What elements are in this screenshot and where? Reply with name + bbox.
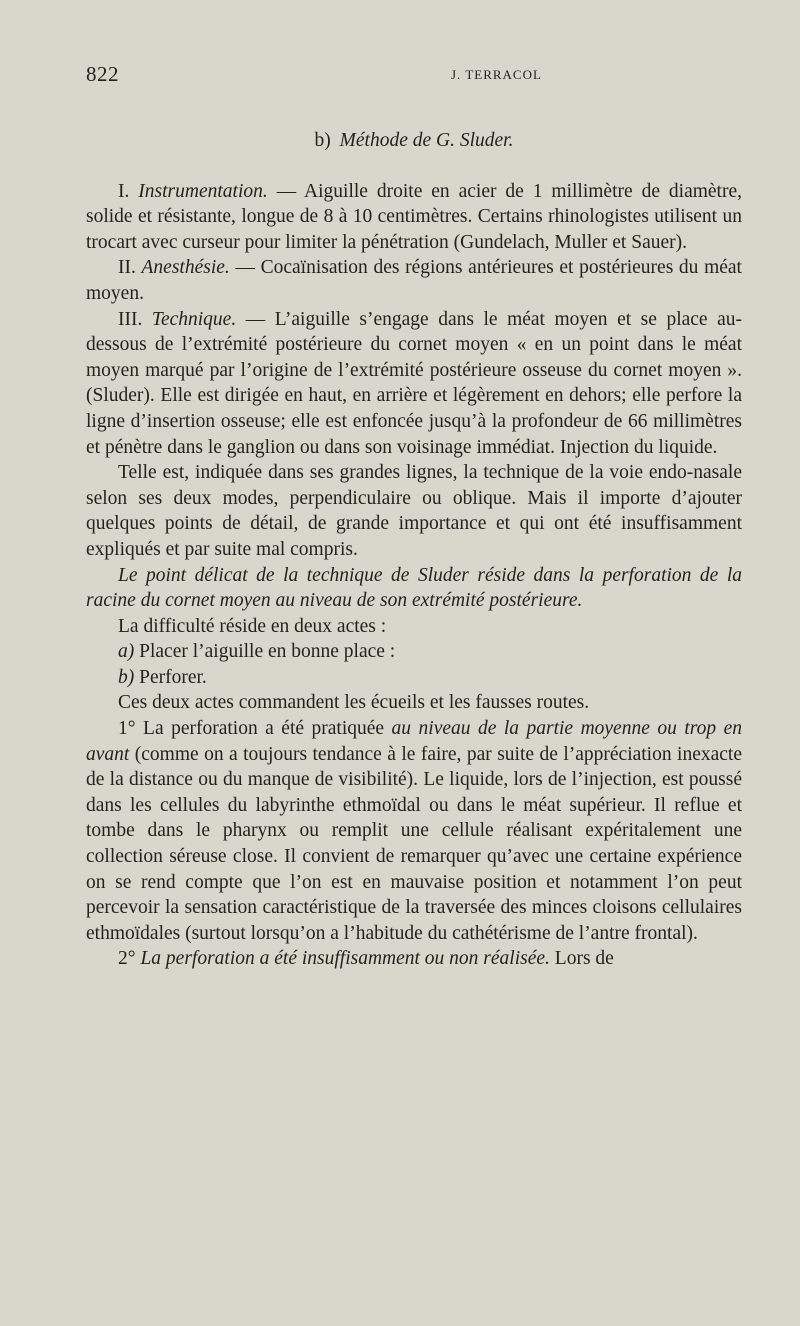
point-one-italic: au niveau de la partie moyenne ou trop en avant	[86, 718, 742, 765]
section-title	[86, 128, 742, 154]
point-two-prefix: 2°	[118, 948, 141, 970]
acts-summary: Ces deux actes commandent les écueils et les fausses routes.	[118, 692, 590, 714]
point-two-italic: La perforation a été insuffisamment ou non réalisée.	[140, 948, 550, 970]
act-b-line	[86, 665, 742, 691]
act-a-label: a)	[118, 641, 135, 663]
page-number: 822	[86, 62, 119, 86]
item-text: — L’aiguille s’engage dans le méat moyen et se place au-dessous de l’extrémité postérieure du cornet moyen « en un point dans le méat moyen marqué par l’origine de l’extrémité postérieure osseuse du cornet moyen ». (Sluder). Elle est dirigée en haut, en arrière et légèrement en dehors; elle perfore la ligne d’insertion osseuse; elle est enfoncée jusqu’à la profondeur de 66 millimètres et pénètre dans le ganglion ou dans son voisinage immédiat. Injection du liquide.	[86, 308, 743, 458]
point-one-paragraph	[86, 716, 742, 946]
act-a-text: Placer l’aiguille en bonne place :	[134, 641, 396, 663]
section-title-text: Méthode de G. Sluder.	[339, 130, 514, 151]
technique-paragraph	[86, 307, 742, 461]
overview-paragraph: Telle est, indiquée dans ses grandes lignes, la technique de la voie endo-nasale selon ses deux modes, perpendiculaire ou oblique. Mais il importe d’ajouter quelques points de détail, de grande importance et qui ont été insuffisamment expliqués et par suite mal compris.	[86, 462, 742, 560]
point-one-prefix: 1° La perforation a été pratiquée	[118, 718, 392, 740]
act-b-label: b)	[118, 666, 135, 688]
item-text: — Cocaïnisation des régions antérieures et postérieures du méat moyen.	[86, 257, 742, 304]
item-label: Anesthésie.	[141, 257, 230, 279]
document-body	[86, 128, 742, 972]
section-title-letter: b)	[314, 130, 331, 151]
act-b-text: Perforer.	[134, 666, 207, 688]
act-a-line	[86, 639, 742, 665]
running-title: J. TERRACOL	[451, 67, 542, 82]
instrumentation-paragraph	[86, 179, 742, 256]
point-two-rest: Lors de	[549, 948, 614, 970]
item-prefix: I.	[118, 180, 139, 202]
item-prefix: II.	[118, 257, 142, 279]
italic-key-point: Le point délicat de la technique de Sluder réside dans la perforation de la racine du cornet moyen au niveau de son extrémité postérieure.	[86, 564, 742, 612]
point-one-rest: (comme on a toujours tendance à le faire, par suite de l’appréciation inexacte de la distance ou du manque de visibilité). Le liquide, lors de l’injection, est poussé dans les cellules du labyrinthe ethmoïdal ou dans le méat supérieur. Il reflue et tombe dans le pharynx ou remplit une cellule réalisant expéritalement une collection séreuse close. Il convient de remarquer qu’avec une certaine expérience on se rend compte que l’on est en mauvaise position et notamment l’on peut percevoir la sensation caractéristique de la traversée des minces cloisons cellulaires ethmoïdales (surtout lorsqu’on a l’habitude du cathétérisme de l’antre frontal).	[86, 743, 742, 944]
page-header	[86, 62, 746, 86]
anesthesia-paragraph	[86, 255, 742, 306]
item-prefix: III.	[118, 308, 152, 330]
difficulty-line: La difficulté réside en deux actes :	[118, 615, 387, 637]
item-label: Instrumentation.	[138, 180, 268, 202]
point-two-paragraph	[86, 946, 742, 972]
item-text: — Aiguille droite en acier de 1 millimètre de diamètre, solide et résistante, longue de 8 à 10 centimètres. Certains rhinologistes utilisent un trocart avec curseur pour limiter la pénétration (Gundelach, Muller et Sauer).	[86, 180, 742, 253]
item-label: Technique.	[151, 308, 237, 330]
